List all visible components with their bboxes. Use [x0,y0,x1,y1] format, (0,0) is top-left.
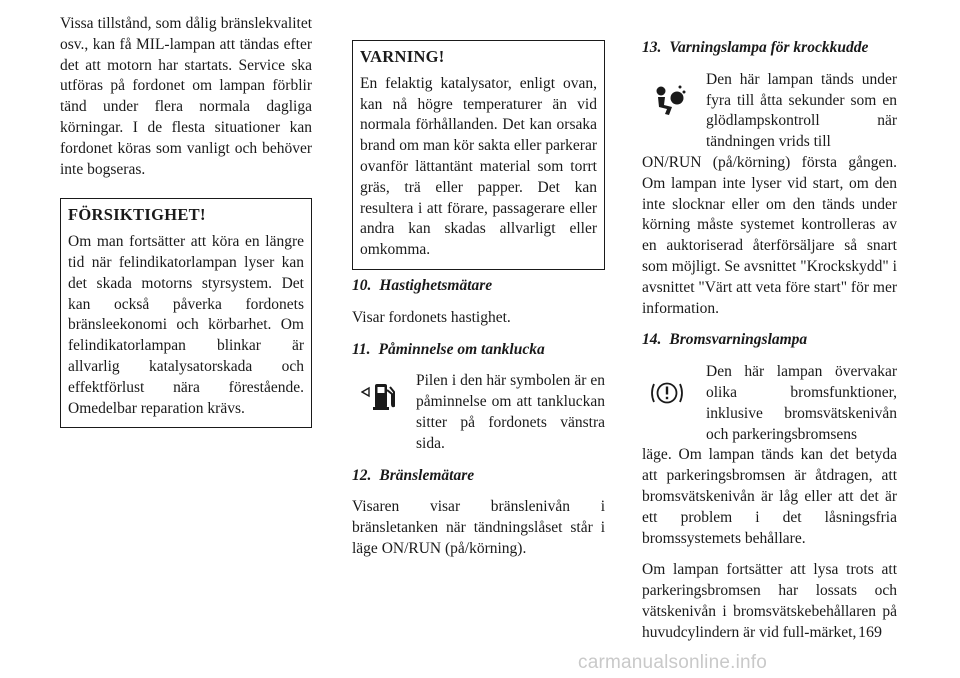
heading-fuel-door [352,340,605,361]
fuel-gauge-text: Visaren visar bränslenivån i bränsletanken när tändningslåset står i läge ON/RUN (på/körning). [352,498,605,557]
heading-title: Varningslampa för krockkudde [669,39,869,56]
heading-speedometer [352,276,605,297]
heading-number: 14. [642,331,662,349]
caution-title: FÖRSIKTIGHET! [68,205,206,225]
heading-brake [642,330,897,351]
fuel-door-block [352,371,605,454]
brake-text-indent: Den här lampan övervakar olika bromsfunktioner, inklusive bromsvätskenivån och parkeringsbromsens [706,363,897,443]
airbag-text-rest: ON/RUN (på/körning) första gången. Om lampan inte lyser vid start, om den inte slocknar eller om den tänds under körning måste systemet kontrolleras av en auktoriserad återförsäljare så snart som möjligt. Se avsnittet "Krockskydd" i avsnittet "Värt att veta före start" för mer information. [642,153,897,317]
fuel-pump-icon [358,375,400,417]
brake-block [642,362,897,445]
caution-box [60,198,312,428]
watermark: carmanualsonline.info [578,652,768,673]
heading-title: Bränslemätare [379,466,475,484]
warning-box [352,40,605,270]
heading-number: 12. [352,466,372,484]
heading-title: Hastighetsmätare [379,276,493,294]
airbag-text-indent: Den här lampan tänds under fyra till åtta sekunder som en glödlampskontroll när tändningen vrids till [706,70,897,151]
speedometer-text: Visar fordonets hastighet. [352,308,511,326]
heading-title: Bromsvarningslampa [669,331,808,349]
heading-title: Påminnelse om tanklucka [378,340,545,358]
warning-title: VARNING! [360,47,445,66]
page-number: 169 [858,624,882,641]
heading-number: 10. [352,276,372,294]
brake-text-more: Om lampan fortsätter att lysa trots att parkeringsbromsen har lossats och vätskenivån i bromsvätskebehållaren på huvudcylindern är vid full-märket, [642,561,897,641]
column-middle [352,40,605,571]
brake-text-rest: läge. Om lampan tänds kan det betyda att parkeringsbromsen är åtdragen, att bromsvätskenivån är låg eller att det är ett problem i det låsningsfria bromssystemets behållare. [642,446,897,547]
airbag-block [642,70,897,153]
airbag-icon [648,80,690,122]
fuel-door-text: Pilen i den här symbolen är en påminnelse om att tankluckan sitter på fordonets vänstra sida. [416,372,605,452]
column-right [642,38,897,655]
heading-number: 13. [642,39,662,56]
heading-fuel-gauge [352,466,605,487]
column-left [60,14,312,432]
heading-airbag [642,38,897,59]
warning-text: En felaktig katalysator, enligt ovan, kan nå högre temperaturer än vid normala förhållanden. Det kan orsaka brand om man kör sakta eller parkerar ovanför lättantänt material som torrt gräs, trä eller papper. Det kan resultera i att förare, passagerare eller andra kan skadas allvarligt eller omkomma. [360,74,597,259]
intro-paragraph: Vissa tillstånd, som dålig bränslekvalitet osv., kan få MIL-lampan att tändas efter det att motorn har startats. Service ska utföras på fordonet om lampan förblir tänd under flera normala dagliga körningar. I de flesta situationer kan fordonet köras som vanligt och behöver inte bogseras. [60,15,312,178]
heading-number: 11. [352,340,371,358]
brake-warning-icon [646,372,688,414]
caution-text: Om man fortsätter att köra en längre tid när felindikatorlampan lyser kan det skada motorns styrsystem. Det kan också påverka fordonets bränsleekonomi och körbarhet. Om felindikatorlampan blinkar är allvarlig katalysatorskada och effektförlust nära förestående. Omedelbar reparation krävs. [68,233,304,417]
